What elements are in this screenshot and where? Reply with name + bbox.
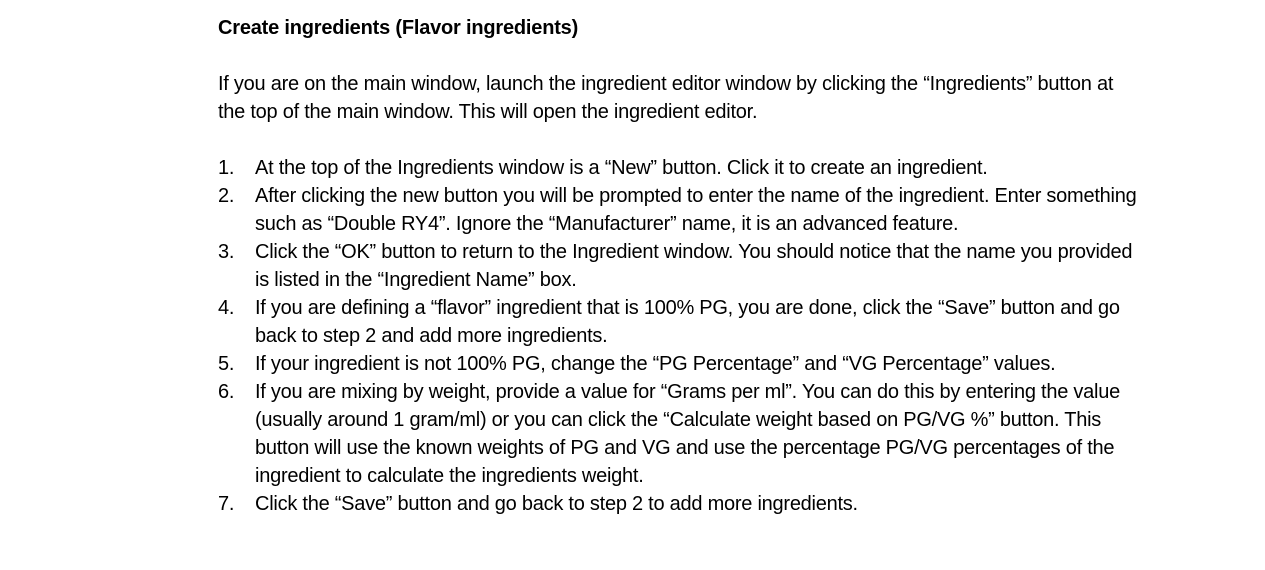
list-item bbox=[218, 294, 1138, 350]
step-text: If you are defining a “flavor” ingredient that is 100% PG, you are done, click the “Save” button and go back to step 2 and add more ingredients. bbox=[255, 297, 1120, 347]
intro-paragraph: If you are on the main window, launch the ingredient editor window by clicking the “Ingredients” button at the top of the main window. This will open the ingredient editor. bbox=[218, 73, 1114, 123]
step-number: 7. bbox=[218, 493, 235, 515]
step-text: If your ingredient is not 100% PG, change the “PG Percentage” and “VG Percentage” values. bbox=[255, 353, 1056, 375]
step-text: If you are mixing by weight, provide a value for “Grams per ml”. You can do this by entering the value (usually around 1 gram/ml) or you can click the “Calculate weight based on PG/VG %” button. This button will use the known weights of PG and VG and use the percentage PG/VG percentages of the ingredient to calculate the ingredients weight. bbox=[255, 381, 1120, 487]
step-text: At the top of the Ingredients window is a “New” button. Click it to create an ingredient. bbox=[255, 157, 988, 179]
list-item bbox=[218, 350, 1138, 378]
step-number: 5. bbox=[218, 353, 235, 375]
list-item bbox=[218, 182, 1138, 238]
step-text: Click the “Save” button and go back to step 2 to add more ingredients. bbox=[255, 493, 858, 515]
list-item bbox=[218, 490, 1138, 518]
steps-list bbox=[218, 154, 1138, 518]
list-item bbox=[218, 238, 1138, 294]
step-number: 3. bbox=[218, 241, 235, 263]
section-heading: Create ingredients (Flavor ingredients) bbox=[218, 17, 579, 39]
step-number: 4. bbox=[218, 297, 235, 319]
step-text: After clicking the new button you will be prompted to enter the name of the ingredient. Enter something such as “Double RY4”. Ignore the “Manufacturer” name, it is an advanced feature. bbox=[255, 185, 1137, 235]
list-item bbox=[218, 154, 1138, 182]
document-page bbox=[218, 14, 1138, 518]
step-number: 6. bbox=[218, 381, 235, 403]
step-number: 2. bbox=[218, 185, 235, 207]
list-item bbox=[218, 378, 1138, 490]
step-number: 1. bbox=[218, 157, 235, 179]
step-text: Click the “OK” button to return to the Ingredient window. You should notice that the name you provided is listed in the “Ingredient Name” box. bbox=[255, 241, 1133, 291]
